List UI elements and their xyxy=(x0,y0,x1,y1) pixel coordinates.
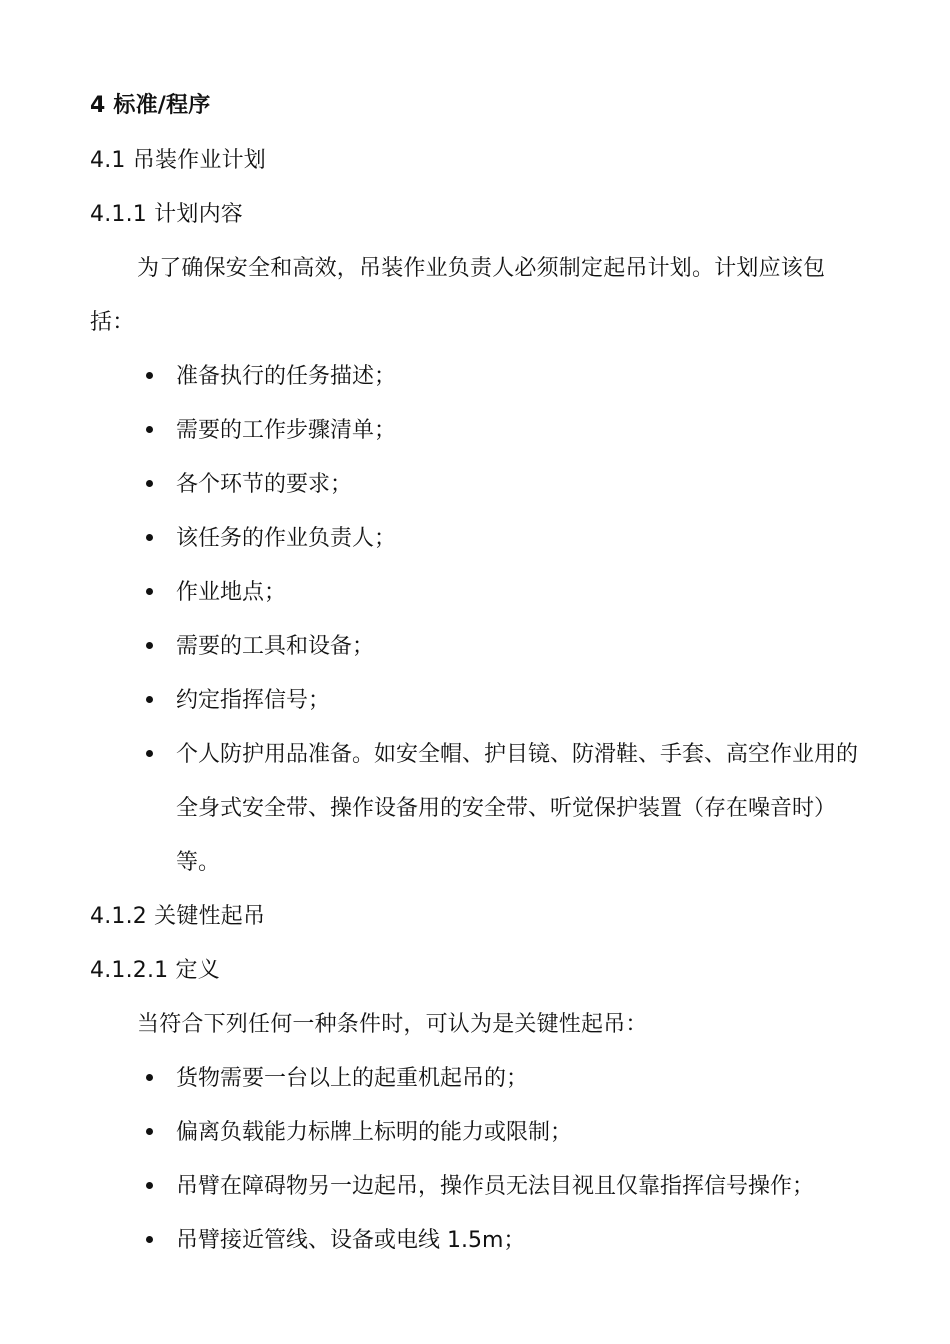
section-heading: 4 标准/程序 xyxy=(90,93,211,118)
subsection-heading-4-1: 4.1 吊装作业计划 xyxy=(90,148,266,173)
bullet-icon xyxy=(146,588,153,595)
list-item-continuation: 等。 xyxy=(176,850,221,875)
subsection-heading-4-1-2-1: 4.1.2.1 定义 xyxy=(90,958,220,983)
bullet-icon xyxy=(146,1074,153,1081)
bullet-icon xyxy=(146,480,153,487)
bullet-icon xyxy=(146,1128,153,1135)
subsection-heading-4-1-2: 4.1.2 关键性起吊 xyxy=(90,904,266,929)
bullet-icon xyxy=(146,534,153,541)
definition-intro: 当符合下列任何一种条件时，可认为是关键性起吊： xyxy=(137,1012,648,1037)
bullet-icon xyxy=(146,642,153,649)
list-item-continuation: 全身式安全带、操作设备用的安全带、听觉保护装置（存在噪音时） xyxy=(176,796,837,821)
intro-paragraph-line-2: 括： xyxy=(90,310,135,335)
intro-paragraph-line-1: 为了确保安全和高效，吊装作业负责人必须制定起吊计划。计划应该包 xyxy=(137,256,826,281)
bullet-icon xyxy=(146,372,153,379)
bullet-icon xyxy=(146,1182,153,1189)
bullet-icon xyxy=(146,750,153,757)
bullet-icon xyxy=(146,1236,153,1243)
bullet-icon xyxy=(146,696,153,703)
subsection-heading-4-1-1: 4.1.1 计划内容 xyxy=(90,202,243,227)
document-page: 4 标准/程序 4.1 吊装作业计划 4.1.1 计划内容 为了确保安全和高效，吊装作业负责人必须制定起吊计划。计划应该包 括： 准备执行的任务描述； 需要的工作步骤清单； 各个环节的要求； 该任务的作业负责人； 作业地点； 需要的工具和设备； 约定指挥信号； 个人防护用品准备。如安全帽、护目镜、防滑鞋、手套、高空作业用的 全身式安全带、操作设备用的安全带、听觉保护装置（存在噪音时） 等。 4.1.2 关键性起吊 4.1.2.1 定义 当符合下列任何一种条件时，可认为是关键性起吊： 货物需要一台以上的起重机起吊的； 偏离负载能力标牌上标明的能力或限制； 吊臂在障碍物另一边起吊，操作员无法目视且仅靠指挥信号操作； 吊臂接近管线、设备或电线 1.5m； xyxy=(90,93,859,1253)
bullet-icon xyxy=(146,426,153,433)
